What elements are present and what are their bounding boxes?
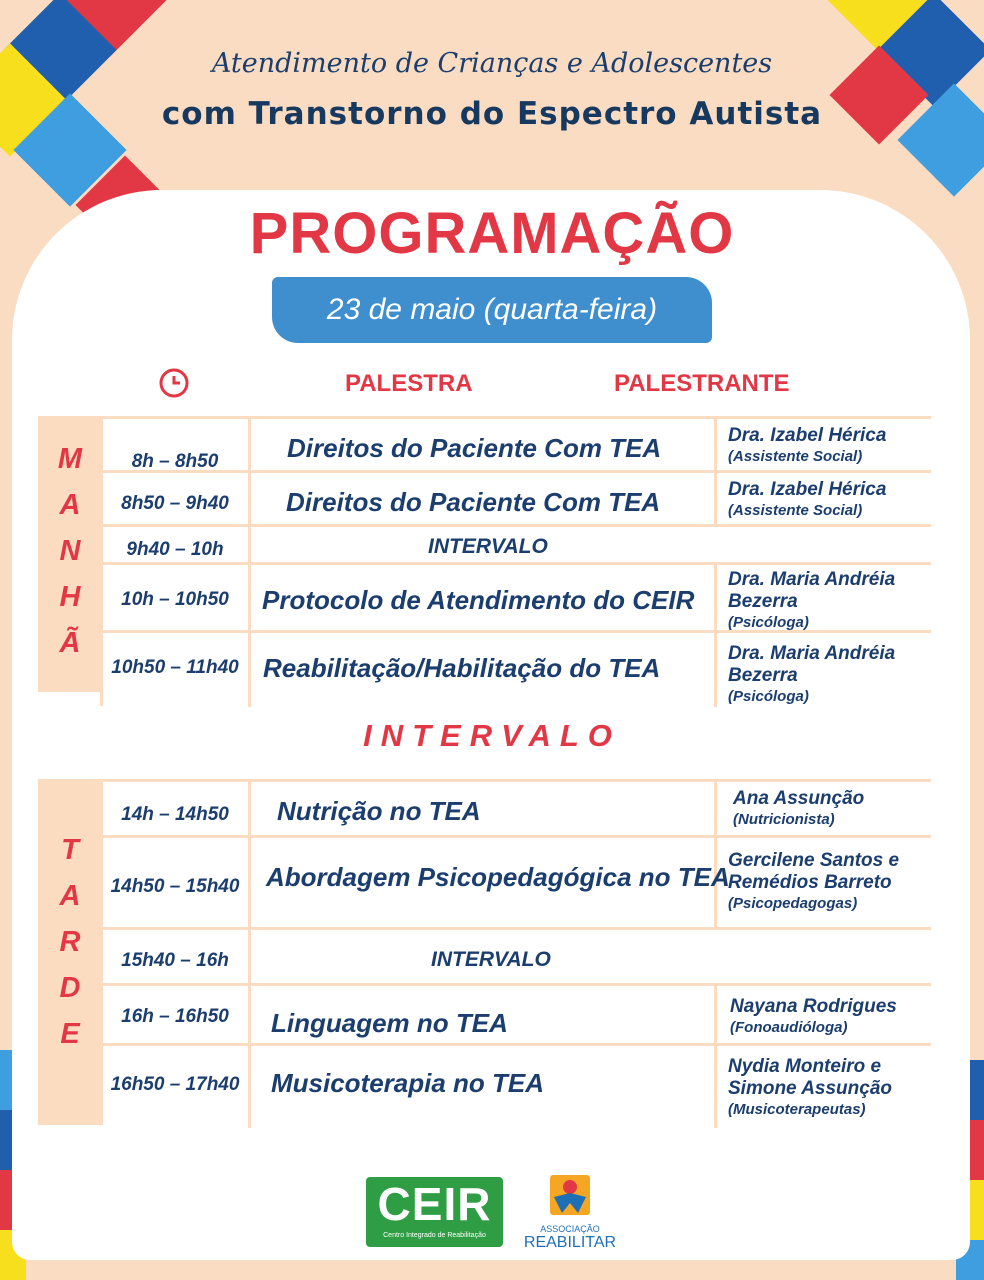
time-slot: 10h50 – 11h40: [111, 657, 239, 678]
speaker: [728, 479, 928, 521]
afternoon-label: T A R D E: [59, 834, 81, 1050]
schedule-row: [100, 630, 931, 707]
reabilitar-logo: [515, 1173, 625, 1252]
ceir-logo: [366, 1177, 503, 1247]
header-line-2: com Transtorno do Espectro Autista: [161, 96, 823, 132]
schedule-row: [100, 983, 931, 1046]
talk-title: Musicoterapia no TEA: [271, 1068, 545, 1098]
reabilitar-name: REABILITAR: [523, 1234, 617, 1251]
time-slot: 15h40 – 16h: [121, 950, 229, 971]
divider: [714, 473, 717, 527]
speaker-role: (Musicoterapeutas): [728, 1101, 866, 1118]
time-slot: 9h40 – 10h: [126, 539, 224, 560]
speaker-name: Dra. Maria Andréia Bezerra: [728, 569, 896, 612]
divider: [714, 565, 717, 633]
date-banner: 23 de maio (quarta-feira): [272, 277, 712, 343]
divider: [714, 782, 717, 838]
speaker-name: Nydia Monteiro e Simone Assunção: [728, 1056, 893, 1099]
divider: [714, 986, 717, 1046]
speaker: [728, 569, 928, 633]
time-slot: 16h – 16h50: [121, 1006, 229, 1027]
divider: [714, 419, 717, 473]
morning-label: M A N H Ã: [57, 443, 83, 659]
divider: [714, 1046, 717, 1128]
speaker-name: Gercilene Santos e Remédios Barreto: [728, 850, 900, 893]
time-slot: 16h50 – 17h40: [110, 1074, 240, 1095]
time-slot: 14h50 – 15h40: [110, 876, 240, 897]
page-title: PROGRAMAÇÃO: [249, 201, 735, 266]
speaker-role: (Psicóloga): [728, 614, 809, 631]
speaker-name: Dra. Maria Andréia Bezerra: [728, 643, 896, 686]
schedule-row: [100, 1043, 931, 1128]
speaker-name: Dra. Izabel Hérica: [728, 425, 887, 446]
time-slot: 8h50 – 9h40: [121, 493, 229, 514]
reabilitar-top: ASSOCIAÇÃO: [540, 1224, 600, 1234]
talk-title: Abordagem Psicopedagógica no TEA: [266, 862, 730, 892]
schedule-row: [100, 779, 931, 838]
column-header-speaker: PALESTRANTE: [614, 370, 790, 397]
speaker-name: Ana Assunção: [733, 788, 865, 809]
break-label: INTERVALO: [428, 535, 548, 558]
schedule-row-break: [100, 524, 931, 565]
speaker-role: (Assistente Social): [728, 448, 863, 465]
schedule-row: [100, 562, 931, 633]
time-slot: 14h – 14h50: [121, 804, 229, 825]
schedule-row: [100, 835, 931, 930]
speaker-role: (Psicopedagogas): [728, 895, 858, 912]
divider: [714, 633, 717, 707]
speaker-role: (Assistente Social): [728, 502, 863, 519]
schedule-row: [100, 416, 931, 473]
speaker-role: (Nutricionista): [733, 811, 835, 828]
speaker-name: Dra. Izabel Hérica: [728, 479, 887, 500]
reabilitar-mark-icon: [548, 1173, 592, 1219]
schedule-row-break: [100, 927, 931, 986]
speaker-name: Nayana Rodrigues: [730, 996, 897, 1017]
speaker: [728, 850, 928, 914]
talk-title: Direitos do Paciente Com TEA: [287, 433, 662, 463]
speaker: [728, 1056, 928, 1120]
column-header-talk: PALESTRA: [345, 370, 473, 397]
speaker: [728, 643, 928, 707]
time-slot: 8h – 8h50: [131, 451, 219, 472]
talk-title: Linguagem no TEA: [271, 1008, 508, 1038]
speaker-role: (Fonoaudióloga): [730, 1019, 848, 1036]
talk-title: Protocolo de Atendimento do CEIR: [262, 585, 695, 615]
speaker-role: (Psicóloga): [728, 688, 809, 705]
time-slot: 10h – 10h50: [121, 589, 229, 610]
schedule-row: [100, 470, 931, 527]
talk-title: Reabilitação/Habilitação do TEA: [263, 653, 661, 683]
speaker: [728, 425, 928, 467]
speaker: [733, 788, 933, 830]
header-line-1: Atendimento de Crianças e Adolescentes: [211, 48, 773, 79]
talk-title: Nutrição no TEA: [277, 796, 481, 826]
ceir-logo-name: CEIR: [377, 1178, 492, 1230]
break-label: INTERVALO: [431, 948, 551, 971]
speaker: [730, 996, 930, 1038]
clock-icon: [158, 367, 190, 399]
lunch-break-label: INTERVALO: [363, 718, 621, 753]
talk-title: Direitos do Paciente Com TEA: [286, 487, 661, 517]
ceir-logo-subtitle: Centro Integrado de Reabilitação: [383, 1232, 486, 1239]
